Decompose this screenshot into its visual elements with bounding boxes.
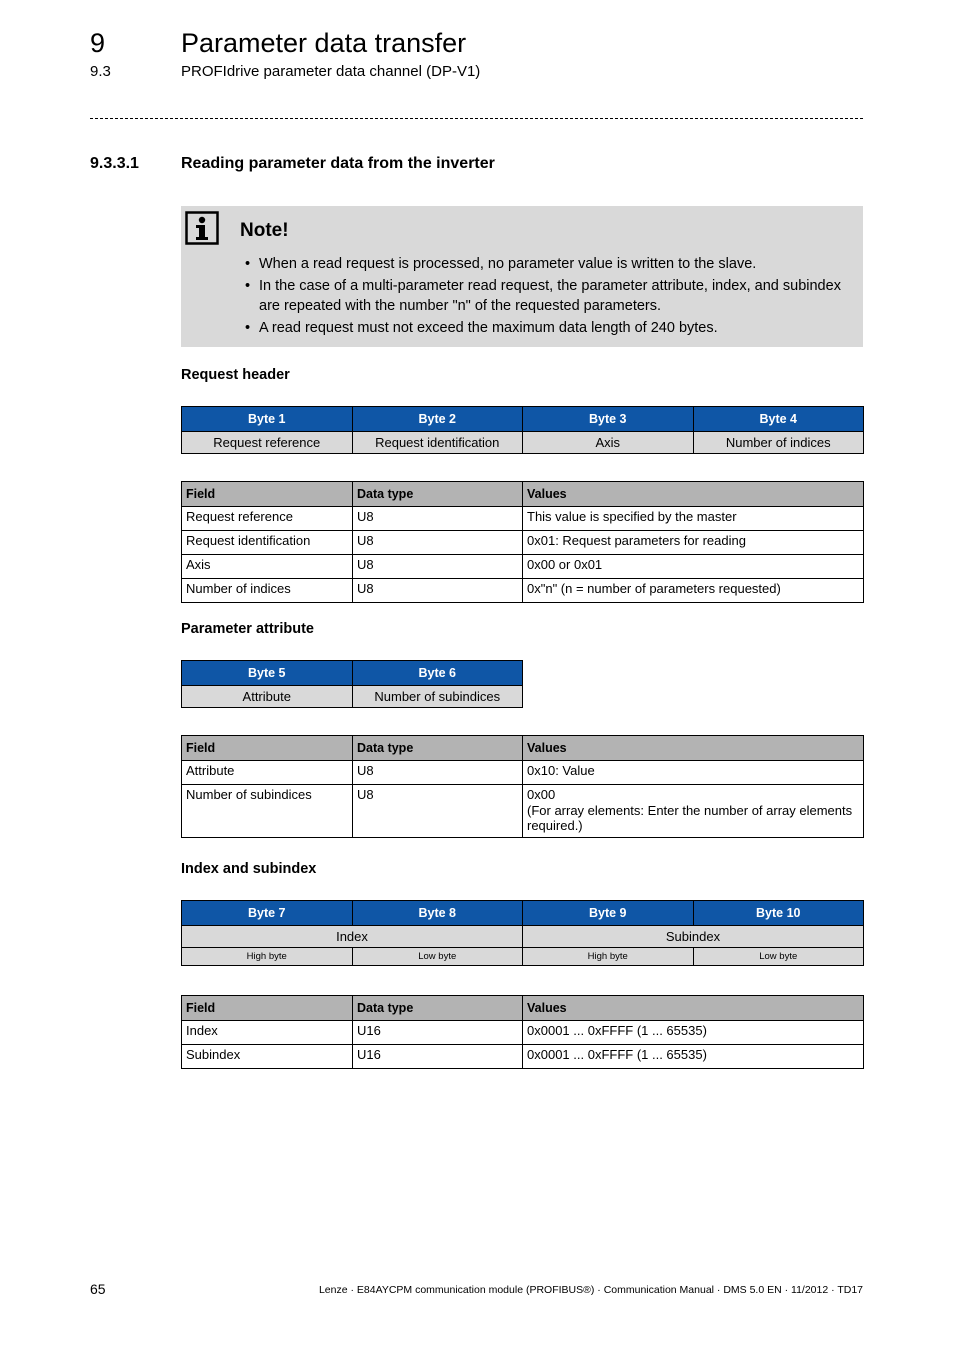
table-header-row [182,996,864,1021]
table-cell: Number of indices [182,579,353,603]
byte-label: Byte 9 [523,901,694,926]
byte-label: Byte 7 [182,901,353,926]
note-bullet-list [245,254,845,340]
table-cell: U8 [353,555,523,579]
table-row [182,579,864,603]
request-header-heading: Request header [181,367,290,383]
table-cell: U8 [353,531,523,555]
note-title: Note! [240,220,289,241]
table-cell: 0x10: Value [523,761,864,785]
table-row [182,507,864,531]
byte-label: Byte 5 [182,661,353,686]
table-cell: 0x01: Request parameters for reading [523,531,864,555]
footer-text: Lenze · E84AYCPM communication module (PROFIBUS®) · Communication Manual · DMS 5.0 EN · 11/2012 · TD17 [318,1284,863,1296]
table-cell: Request reference [182,507,353,531]
note-bullet: • In the case of a multi-parameter read request, the parameter attribute, index, and subindex are repeated with the number "n" of the requested parameters. [245,276,845,316]
column-header: Field [182,482,353,507]
section-number: 9.3 [90,63,111,80]
byte-field: Number of indices [693,432,864,454]
page-number: 65 [90,1281,106,1297]
column-header: Field [182,996,353,1021]
info-icon [185,211,219,245]
byte-group: Subindex [523,926,864,948]
request-header-field-table [181,481,864,603]
byte-label: Byte 8 [352,901,523,926]
table-row [182,785,864,838]
byte-field: Number of subindices [352,686,523,708]
table-cell: U8 [353,785,523,838]
index-subindex-field-table [181,995,864,1069]
table-header-row [182,736,864,761]
column-header: Values [523,736,864,761]
table-cell: U8 [353,507,523,531]
table-cell: Index [182,1021,353,1045]
note-bullet: • When a read request is processed, no parameter value is written to the slave. [245,254,845,274]
table-cell [523,785,864,838]
header-divider [90,118,863,119]
byte-subfield-row [182,948,864,966]
cell-value: 0x00 [527,787,556,802]
byte-field: Axis [523,432,694,454]
table-header-row [182,482,864,507]
subsection-title: Reading parameter data from the inverter [181,155,495,172]
byte-label: Byte 4 [693,407,864,432]
section-title: PROFIdrive parameter data channel (DP-V1) [181,63,481,80]
note-bullet: • A read request must not exceed the maximum data length of 240 bytes. [245,318,845,338]
byte-header-row [182,407,864,432]
column-header: Data type [353,996,523,1021]
byte-label: Byte 1 [182,407,353,432]
column-header: Values [523,482,864,507]
byte-label: Byte 3 [523,407,694,432]
byte-subfield: High byte [523,948,694,966]
byte-field-row [182,432,864,454]
table-row [182,761,864,785]
table-cell: Attribute [182,761,353,785]
table-cell: U8 [353,761,523,785]
index-subindex-heading: Index and subindex [181,861,317,877]
table-cell: Axis [182,555,353,579]
column-header: Field [182,736,353,761]
table-cell: 0x"n" (n = number of parameters requested) [523,579,864,603]
request-header-byte-table [181,406,864,454]
table-cell: U16 [353,1045,523,1069]
column-header: Data type [353,736,523,761]
byte-header-row [182,661,523,686]
parameter-attribute-byte-table [181,660,523,708]
note-box [181,206,863,347]
cell-note: (For array elements: Enter the number of array elements required.) [527,803,853,833]
table-row [182,1045,864,1069]
byte-field: Request identification [352,432,523,454]
table-cell: 0x0001 ... 0xFFFF (1 ... 65535) [523,1045,864,1069]
byte-field: Request reference [182,432,353,454]
index-subindex-byte-table [181,900,864,966]
subsection-number: 9.3.3.1 [90,155,139,172]
chapter-title: Parameter data transfer [181,28,467,58]
byte-subfield: Low byte [352,948,523,966]
byte-label: Byte 6 [352,661,523,686]
table-cell: Request identification [182,531,353,555]
byte-label: Byte 2 [352,407,523,432]
byte-label: Byte 10 [693,901,864,926]
table-cell: 0x00 or 0x01 [523,555,864,579]
byte-group: Index [182,926,523,948]
table-cell: U8 [353,579,523,603]
table-row [182,531,864,555]
parameter-attribute-heading: Parameter attribute [181,621,314,637]
byte-subfield: High byte [182,948,353,966]
table-cell: This value is specified by the master [523,507,864,531]
byte-subfield: Low byte [693,948,864,966]
byte-field: Attribute [182,686,353,708]
table-row [182,555,864,579]
chapter-number: 9 [90,28,106,58]
byte-group-row [182,926,864,948]
parameter-attribute-field-table [181,735,864,838]
byte-header-row [182,901,864,926]
table-cell: 0x0001 ... 0xFFFF (1 ... 65535) [523,1021,864,1045]
table-row [182,1021,864,1045]
byte-field-row [182,686,523,708]
column-header: Data type [353,482,523,507]
table-cell: U16 [353,1021,523,1045]
table-cell: Number of subindices [182,785,353,838]
table-cell: Subindex [182,1045,353,1069]
column-header: Values [523,996,864,1021]
